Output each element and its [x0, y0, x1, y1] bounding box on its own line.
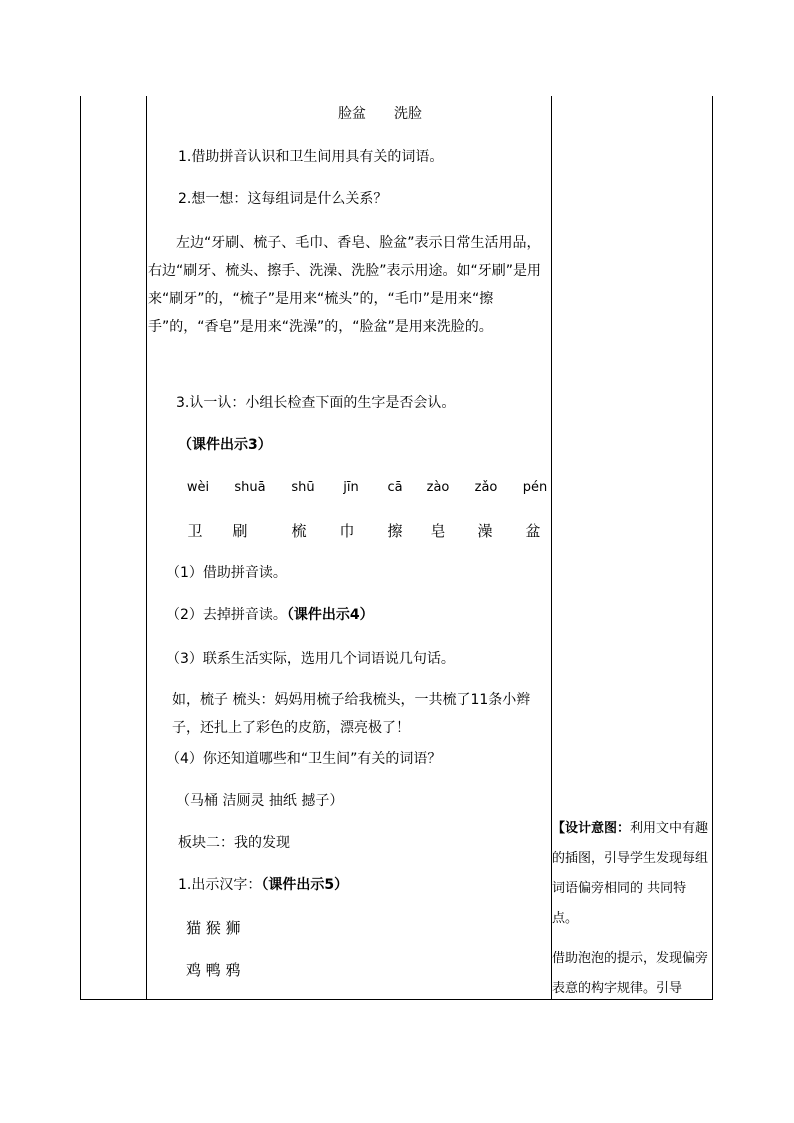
design-intent-note — [552, 814, 712, 934]
table-border-right — [712, 96, 713, 1000]
pinyin-row — [176, 478, 550, 498]
hanzi-1: 卫 — [187, 522, 203, 540]
hanzi-6: 皂 — [430, 522, 446, 540]
step-show-chars — [178, 875, 348, 895]
sub-step-2-text: （2）去掉拼音读。 — [166, 607, 287, 623]
radical-note: 借助泡泡的提示，发现偏旁表意的构字规律。引导 — [552, 951, 709, 996]
step-1: 1.借助拼音认识和卫生间用具有关的词语。 — [178, 149, 444, 165]
design-intent-text: 利用文中有趣的插图，引导学生发现每组词语偏旁相同的 共同特点。 — [552, 821, 709, 926]
heading-word-2: 洗脸 — [394, 106, 422, 122]
sub-step-4: （4）你还知道哪些和“卫生间”有关的词语？ — [166, 751, 442, 767]
pinyin-1: wèi — [186, 480, 210, 495]
hanzi-2: 刷 — [232, 522, 248, 540]
courseware-4: （课件出示4） — [286, 607, 374, 623]
sub-step-3: （3）联系生活实际，选用几个词语说几句话。 — [166, 651, 455, 667]
pinyin-8: pén — [522, 480, 548, 495]
chars-row-2: 鸡 鸭 鸦 — [186, 961, 241, 979]
table-border-col1 — [146, 96, 147, 1000]
courseware-3: （课件出示3） — [178, 437, 272, 453]
block-2-heading: 板块二：我的发现 — [178, 835, 290, 851]
step-show-text: 1.出示汉字： — [178, 877, 262, 893]
table-border-left — [80, 96, 81, 1000]
courseware-5: （课件出示5） — [261, 877, 349, 893]
design-intent-label: 【设计意图： — [552, 821, 631, 836]
hanzi-8: 盆 — [525, 522, 541, 540]
pinyin-7: zǎo — [474, 480, 498, 495]
pinyin-4: jīn — [343, 480, 359, 495]
step-3: 3.认一认：小组长检查下面的生字是否会认。 — [176, 395, 456, 411]
hanzi-row — [176, 520, 550, 542]
hanzi-4: 巾 — [339, 522, 355, 540]
example-sentence: 如，梳子 梳头：妈妈用梳子给我梳头，一共梳了11条小辫子，还扎上了彩色的皮筋，漂亮极了！ — [172, 692, 531, 736]
chars-row-1: 猫 猴 狮 — [186, 919, 241, 937]
heading-word-1: 脸盆 — [338, 106, 366, 122]
pinyin-5: cā — [387, 480, 403, 495]
sub-step-1: （1）借助拼音读。 — [166, 565, 287, 581]
hanzi-7: 澡 — [477, 522, 493, 540]
pinyin-3: shū — [291, 480, 315, 495]
hanzi-3: 梳 — [291, 522, 307, 540]
sub-step-2 — [166, 605, 374, 625]
pinyin-6: zào — [426, 480, 450, 495]
pinyin-2: shuā — [234, 480, 266, 495]
explanation-paragraph: 左边“牙刷、梳子、毛巾、香皂、脸盆”表示日常生活用品，右边“刷牙、梳头、擦手、洗澡、洗脸”表示用途。如“牙刷”是用来“刷牙”的，“梳子”是用来“梳头”的，“毛巾”是用来“擦手”的，“香皂”是用来“洗澡”的，“脸盆”是用来洗脸的。 — [148, 235, 542, 335]
related-words: （马桶 洁厕灵 抽纸 撼子） — [176, 793, 344, 809]
step-2: 2.想一想：这每组词是什么关系？ — [178, 191, 388, 207]
hanzi-5: 擦 — [387, 522, 403, 540]
